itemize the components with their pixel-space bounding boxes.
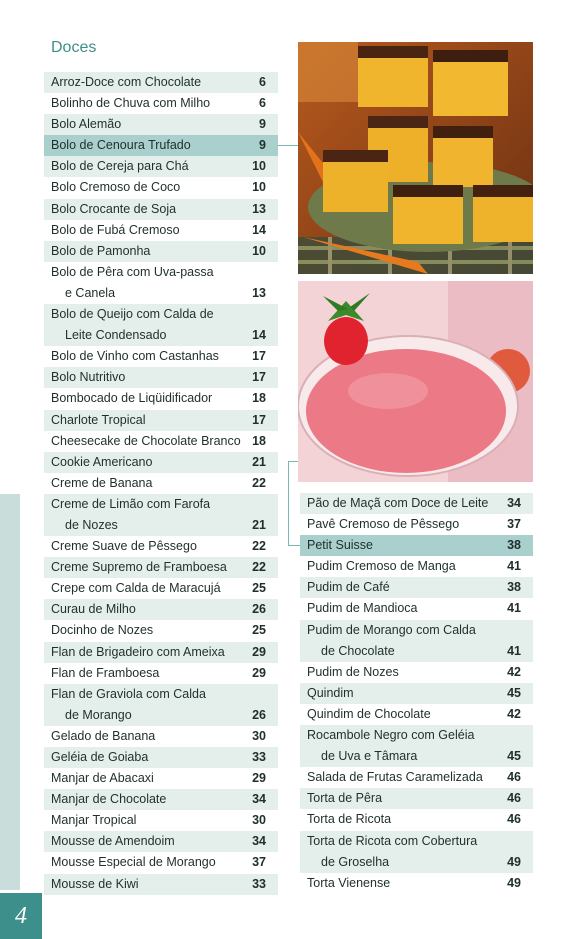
page-ref: 37	[252, 855, 266, 870]
index-entry	[44, 747, 278, 768]
page-ref: 46	[507, 770, 521, 785]
index-entry	[44, 72, 278, 93]
page-ref: 34	[252, 792, 266, 807]
recipe-name-continued: de Groselha 49	[307, 852, 521, 873]
recipe-index-left	[44, 72, 278, 895]
recipe-name: Creme de Limão com Farofa	[51, 496, 211, 511]
recipe-name: Salada de Frutas Caramelizada 46	[307, 767, 521, 788]
index-entry	[44, 642, 278, 663]
page-ref: 10	[252, 180, 266, 195]
recipe-name-continued: de Nozes 21	[51, 515, 266, 536]
recipe-name: Arroz-Doce com Chocolate 6	[51, 72, 266, 93]
recipe-name: Cookie Americano 21	[51, 452, 266, 473]
page-ref: 42	[507, 706, 521, 721]
index-entry	[300, 725, 533, 767]
page-ref: 46	[507, 791, 521, 806]
index-entry	[300, 514, 533, 535]
page-ref: 33	[252, 750, 266, 764]
recipe-name: Mousse de Kiwi 33	[51, 874, 266, 895]
page-ref: 9	[259, 138, 266, 153]
page-ref: 6	[259, 96, 266, 111]
page-ref: 17	[252, 412, 266, 427]
recipe-name: Manjar de Chocolate 34	[51, 789, 266, 810]
index-entry	[44, 410, 278, 431]
recipe-name: Bolo Crocante de Soja 13	[51, 199, 266, 220]
recipe-name: Torta de Ricota 46	[307, 809, 521, 830]
page-ref: 22	[252, 560, 266, 575]
index-entry	[44, 536, 278, 557]
recipe-name: Curau de Milho 26	[51, 599, 266, 620]
page-ref: 41	[507, 601, 521, 616]
cake-squares-photo	[298, 42, 533, 274]
recipe-name: Manjar Tropical 30	[51, 810, 266, 831]
index-entry	[44, 367, 278, 388]
index-entry	[300, 493, 533, 514]
index-entry	[300, 556, 533, 577]
page-ref: 10	[252, 159, 266, 174]
recipe-name: Bolo de Pêra com Uva-passa	[51, 264, 214, 279]
index-entry	[44, 557, 278, 578]
recipe-name: Bolinho de Chuva com Milho 6	[51, 93, 266, 114]
recipe-name: Pudim Cremoso de Manga 41	[307, 556, 521, 577]
index-entry	[300, 683, 533, 704]
index-entry	[44, 114, 278, 135]
index-entry	[44, 599, 278, 620]
strawberry-smoothie-photo	[298, 281, 533, 482]
index-entry	[44, 810, 278, 831]
page-ref: 33	[252, 876, 266, 891]
connector-line-bottom	[288, 461, 298, 462]
index-entry	[44, 241, 278, 262]
index-entry	[44, 620, 278, 641]
section-title: Doces	[51, 39, 97, 56]
recipe-name-continued: de Chocolate 41	[307, 641, 521, 662]
recipe-name-continued: de Morango 26	[51, 705, 266, 726]
index-entry	[300, 535, 533, 556]
page-ref: 41	[507, 643, 521, 658]
page-number: 4	[0, 893, 42, 939]
page-ref: 18	[252, 433, 266, 448]
index-entry	[300, 577, 533, 598]
recipe-name: Bombocado de Liqüidificador 18	[51, 388, 266, 409]
page-ref: 9	[259, 117, 266, 132]
recipe-name: Petit Suisse 38	[307, 535, 521, 556]
recipe-name: Pão de Maçã com Doce de Leite 34	[307, 493, 521, 514]
page-ref: 14	[252, 222, 266, 237]
recipe-name: Bolo Cremoso de Coco 10	[51, 177, 266, 198]
recipe-name: Manjar de Abacaxi 29	[51, 768, 266, 789]
index-entry	[300, 662, 533, 683]
page-ref: 49	[507, 875, 521, 890]
page-ref: 21	[252, 517, 266, 532]
recipe-name: Quindim 45	[307, 683, 521, 704]
index-entry	[300, 767, 533, 788]
recipe-name: Rocambole Negro com Geléia	[307, 728, 475, 743]
page-ref: 41	[507, 559, 521, 574]
page-ref: 18	[252, 391, 266, 406]
page-ref: 26	[252, 602, 266, 617]
index-entry	[44, 494, 278, 536]
recipe-name: Bolo de Queijo com Calda de	[51, 307, 214, 322]
page-ref: 29	[252, 644, 266, 659]
page-ref: 25	[252, 623, 266, 638]
recipe-name: Charlote Tropical 17	[51, 410, 266, 431]
index-entry	[44, 135, 278, 156]
index-entry	[44, 388, 278, 409]
recipe-name: Geléia de Goiaba 33	[51, 747, 266, 768]
page-ref: 46	[507, 812, 521, 827]
index-entry	[44, 726, 278, 747]
recipe-name: Bolo Nutritivo 17	[51, 367, 266, 388]
index-entry	[44, 684, 278, 726]
recipe-name: Torta de Ricota com Cobertura	[307, 833, 478, 848]
recipe-name: Quindim de Chocolate 42	[307, 704, 521, 725]
recipe-name: Creme de Banana 22	[51, 473, 266, 494]
recipe-name: Bolo de Fubá Cremoso 14	[51, 220, 266, 241]
page-ref: 21	[252, 454, 266, 469]
recipe-name-continued: e Canela 13	[51, 283, 266, 304]
page-ref: 10	[252, 243, 266, 258]
recipe-name-continued: de Uva e Tâmara 45	[307, 746, 521, 767]
page-ref: 17	[252, 370, 266, 385]
recipe-name: Bolo de Cenoura Trufado 9	[51, 135, 266, 156]
index-entry	[44, 473, 278, 494]
recipe-name: Bolo Alemão 9	[51, 114, 266, 135]
index-entry	[300, 831, 533, 873]
index-entry	[44, 220, 278, 241]
index-entry	[300, 598, 533, 619]
page-ref: 14	[252, 328, 266, 343]
page-ref: 37	[507, 517, 521, 532]
index-entry	[300, 788, 533, 809]
recipe-name: Crepe com Calda de Maracujá 25	[51, 578, 266, 599]
recipe-name: Flan de Graviola com Calda	[51, 686, 206, 701]
page-ref: 17	[252, 349, 266, 364]
connector-line-top	[278, 145, 298, 146]
recipe-name: Mousse Especial de Morango 37	[51, 852, 266, 873]
page-ref: 42	[507, 664, 521, 679]
index-entry	[44, 304, 278, 346]
recipe-name: Torta Vienense 49	[307, 873, 521, 894]
index-entry	[44, 93, 278, 114]
page-ref: 26	[252, 707, 266, 722]
index-entry	[44, 852, 278, 873]
side-stripe	[0, 494, 20, 890]
page-ref: 49	[507, 854, 521, 869]
page-ref: 22	[252, 539, 266, 554]
index-entry	[44, 156, 278, 177]
recipe-name: Flan de Brigadeiro com Ameixa 29	[51, 642, 266, 663]
recipe-name: Creme Supremo de Framboesa 22	[51, 557, 266, 578]
connector-line-bottom-end	[288, 545, 300, 546]
page-ref: 38	[507, 580, 521, 595]
index-entry	[44, 831, 278, 852]
recipe-name: Flan de Framboesa 29	[51, 663, 266, 684]
recipe-name: Bolo de Cereja para Chá 10	[51, 156, 266, 177]
page-ref: 29	[252, 771, 266, 786]
page-ref: 38	[507, 538, 521, 553]
page-ref: 45	[507, 685, 521, 700]
index-entry	[44, 177, 278, 198]
recipe-name: Docinho de Nozes 25	[51, 620, 266, 641]
recipe-name: Pavê Cremoso de Pêssego 37	[307, 514, 521, 535]
page-ref: 29	[252, 665, 266, 680]
index-entry	[44, 578, 278, 599]
page-ref: 13	[252, 285, 266, 300]
page-ref: 34	[252, 834, 266, 849]
index-entry	[44, 199, 278, 220]
index-entry	[44, 262, 278, 304]
recipe-name: Bolo de Vinho com Castanhas 17	[51, 346, 266, 367]
recipe-name: Pudim de Nozes 42	[307, 662, 521, 683]
index-entry	[44, 346, 278, 367]
recipe-name: Bolo de Pamonha 10	[51, 241, 266, 262]
page-ref: 45	[507, 749, 521, 764]
recipe-name: Pudim de Mandioca 41	[307, 598, 521, 619]
index-entry	[44, 431, 278, 452]
index-entry	[300, 704, 533, 725]
page-ref: 25	[252, 581, 266, 596]
page-ref: 22	[252, 475, 266, 490]
recipe-name: Gelado de Banana 30	[51, 726, 266, 747]
index-entry	[44, 789, 278, 810]
page-ref: 13	[252, 201, 266, 216]
recipe-name-continued: Leite Condensado 14	[51, 325, 266, 346]
recipe-name: Pudim de Morango com Calda	[307, 622, 476, 637]
connector-line-bottom-vertical	[288, 461, 289, 546]
recipe-index-right	[300, 493, 533, 894]
recipe-name: Torta de Pêra 46	[307, 788, 521, 809]
page-ref: 30	[252, 813, 266, 828]
index-entry	[44, 874, 278, 895]
index-entry	[44, 452, 278, 473]
index-entry	[44, 768, 278, 789]
index-entry	[300, 620, 533, 662]
recipe-name: Creme Suave de Pêssego 22	[51, 536, 266, 557]
recipe-name: Pudim de Café 38	[307, 577, 521, 598]
page-ref: 34	[507, 496, 521, 510]
page-ref: 30	[252, 728, 266, 743]
page-ref: 6	[259, 75, 266, 89]
index-entry	[44, 663, 278, 684]
recipe-name: Mousse de Amendoim 34	[51, 831, 266, 852]
index-entry	[300, 809, 533, 830]
recipe-name: Cheesecake de Chocolate Branco 18	[51, 431, 266, 452]
index-entry	[300, 873, 533, 894]
